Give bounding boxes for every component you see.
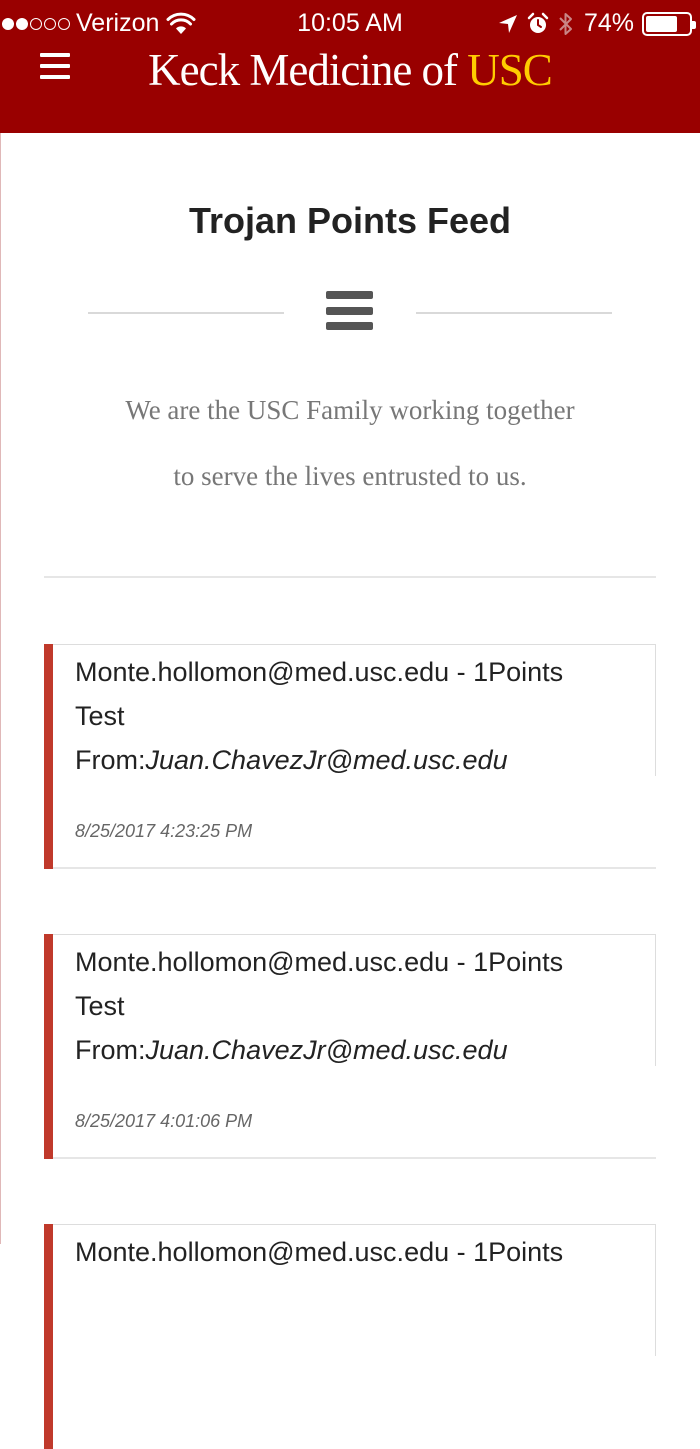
battery-icon bbox=[642, 12, 692, 36]
feed-item-body bbox=[75, 1230, 645, 1274]
battery-percentage: 74% bbox=[583, 9, 634, 37]
from-label: From: bbox=[75, 745, 146, 775]
section-divider bbox=[44, 576, 656, 578]
status-right bbox=[498, 9, 692, 38]
location-arrow-icon bbox=[498, 14, 518, 34]
carrier-name: Verizon bbox=[76, 9, 160, 37]
tagline-line-1: We are the USC Family working together bbox=[125, 395, 575, 425]
keck-medicine-logo[interactable] bbox=[0, 44, 700, 96]
status-bar bbox=[0, 0, 700, 48]
divider-list-icon bbox=[326, 291, 373, 330]
page-left-border bbox=[0, 133, 1, 1244]
feed-item[interactable] bbox=[44, 934, 656, 1159]
tagline-line-2: to serve the lives entrusted to us. bbox=[173, 461, 527, 491]
feed-item-accent-bar bbox=[44, 934, 53, 1159]
feed-item-body bbox=[75, 650, 645, 782]
feed-item-body bbox=[75, 940, 645, 1072]
divider-line-left bbox=[88, 312, 284, 314]
alarm-clock-icon bbox=[526, 12, 550, 36]
app-header bbox=[0, 0, 700, 133]
feed-item-recipient: Monte.hollomon@med.usc.edu - 1Points bbox=[75, 657, 564, 687]
sender-email: Juan.ChavezJr@med.usc.edu bbox=[145, 1035, 508, 1065]
sender-email: Juan.ChavezJr@med.usc.edu bbox=[145, 745, 508, 775]
page-title: Trojan Points Feed bbox=[188, 200, 512, 241]
logo-accent-text: USC bbox=[467, 45, 552, 95]
feed-item-message: Test bbox=[75, 701, 125, 731]
divider-line-right bbox=[416, 312, 612, 314]
bluetooth-icon bbox=[558, 11, 574, 37]
feed-item-timestamp: 8/25/2017 4:23:25 PM bbox=[75, 821, 253, 841]
feed-item-sender bbox=[75, 738, 645, 782]
feed-item[interactable] bbox=[44, 1224, 656, 1449]
logo-text: Keck Medicine of bbox=[148, 45, 468, 95]
feed-item-recipient: Monte.hollomon@med.usc.edu - 1Points bbox=[75, 947, 564, 977]
feed-item-message: Test bbox=[75, 991, 125, 1021]
feed-item-timestamp: 8/25/2017 4:01:06 PM bbox=[75, 1111, 253, 1131]
from-label: From: bbox=[75, 1035, 146, 1065]
feed-item-recipient: Monte.hollomon@med.usc.edu - 1Points bbox=[75, 1237, 564, 1267]
feed-item-sender bbox=[75, 1028, 645, 1072]
feed-item-accent-bar bbox=[44, 644, 53, 869]
feed-item-accent-bar bbox=[44, 1224, 53, 1449]
status-time: 10:05 AM bbox=[297, 9, 403, 37]
feed-item[interactable] bbox=[44, 644, 656, 869]
